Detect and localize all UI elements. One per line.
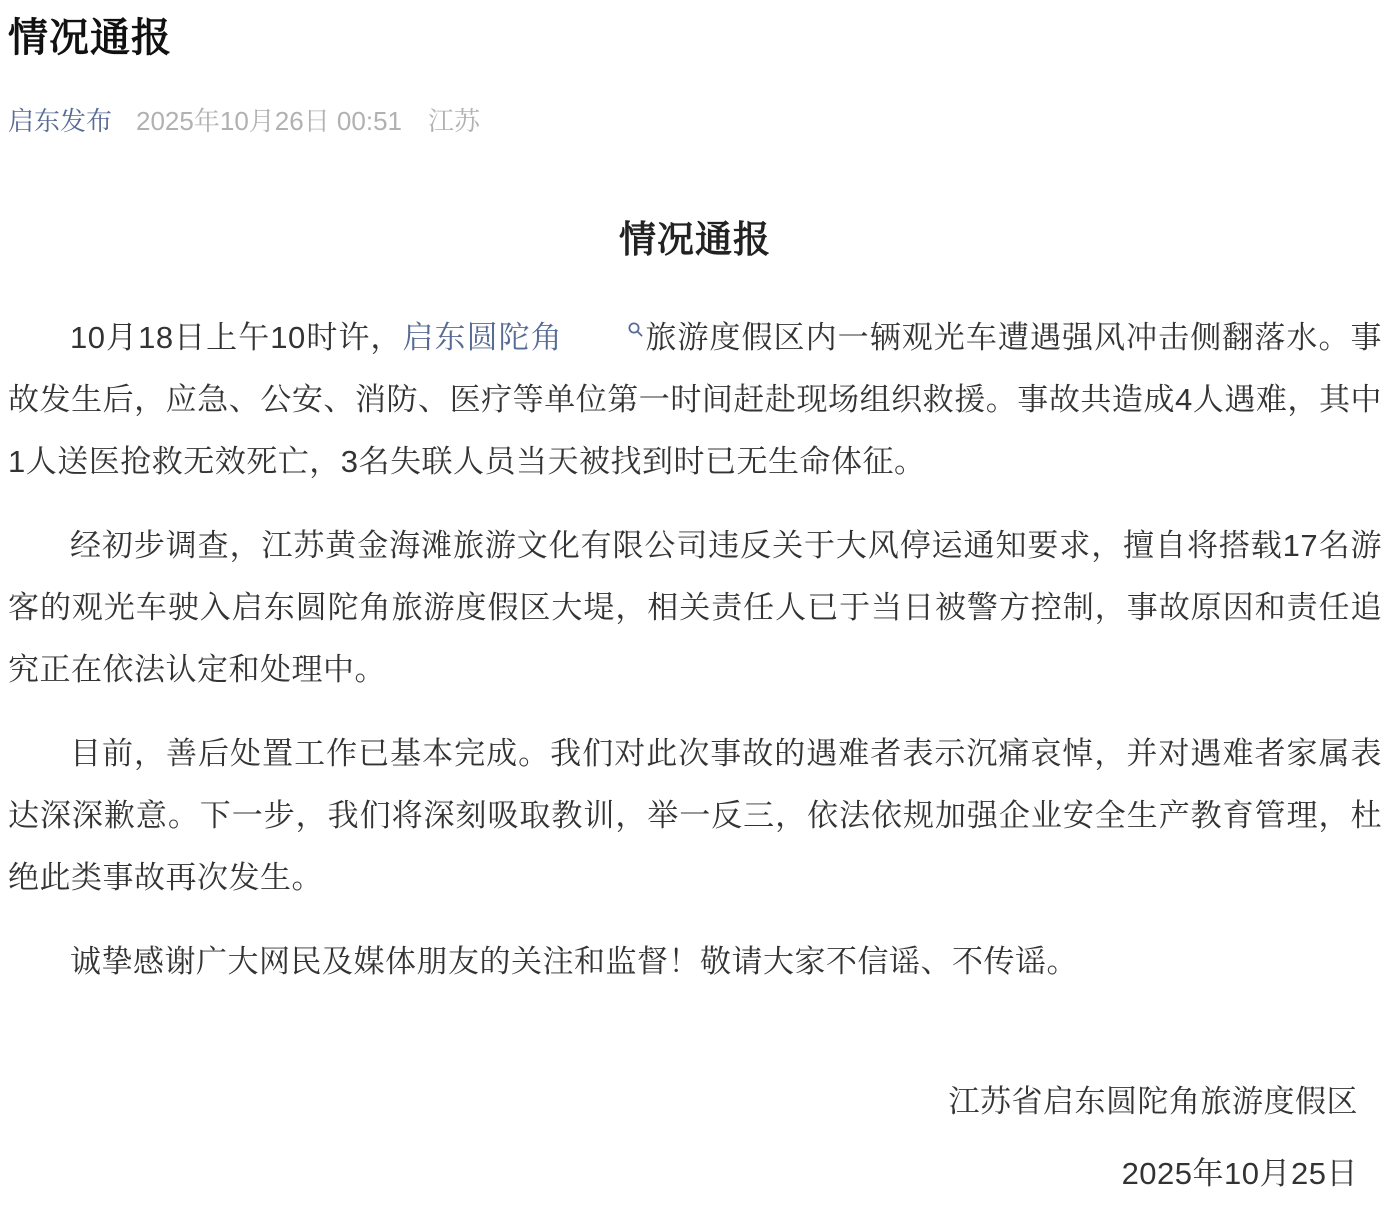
paragraph-1-rest: 旅游度假区内一辆观光车遭遇强风冲击侧翻落水。事故发生后，应急、公安、消防、医疗等单位第一时间赶赴现场组织救援。事故共造成4人遇难，其中1人送医抢救无效死亡，3名失联人员当天被找到时已无生命体征。 bbox=[8, 320, 1383, 480]
paragraph-2: 经初步调查，江苏黄金海滩旅游文化有限公司违反关于大风停运通知要求，擅自将搭载17名游客的观光车驶入启东圆陀角旅游度假区大堤，相关责任人已于当日被警方控制，事故原因和责任追究正在依法认定和处理中。 bbox=[8, 528, 1382, 688]
paragraph-4: 诚挚感谢广大网民及媒体朋友的关注和监督！敬请大家不信谣、不传谣。 bbox=[70, 944, 1078, 980]
source-account-link[interactable]: 启东发布 bbox=[8, 106, 113, 136]
place-search-link-label: 启东圆陀角 bbox=[402, 320, 563, 356]
paragraph-1-lead: 10月18日上午10时许， bbox=[70, 320, 403, 356]
place-search-link[interactable] bbox=[402, 320, 644, 355]
paragraph-3: 目前，善后处置工作已基本完成。我们对此次事故的遇难者表示沉痛哀悼，并对遇难者家属表达深深歉意。下一步，我们将深刻吸取教训，举一反三，依法依规加强企业安全生产教育管理，杜绝此类事故再次发生。 bbox=[8, 736, 1382, 896]
publish-timestamp: 2025年10月26日 00:51 bbox=[136, 106, 402, 136]
article-meta bbox=[8, 106, 1382, 137]
article-body bbox=[8, 307, 1382, 1205]
paragraph-1 bbox=[8, 307, 1382, 493]
publish-location: 江苏 bbox=[427, 106, 480, 136]
issuing-authority: 江苏省启东圆陀角旅游度假区 bbox=[948, 1084, 1358, 1120]
page-title: 情况通报 bbox=[8, 16, 172, 60]
search-icon bbox=[565, 321, 645, 339]
article-heading: 情况通报 bbox=[619, 219, 771, 261]
issue-date: 2025年10月25日 bbox=[1121, 1156, 1358, 1192]
signature-block bbox=[8, 1071, 1382, 1205]
